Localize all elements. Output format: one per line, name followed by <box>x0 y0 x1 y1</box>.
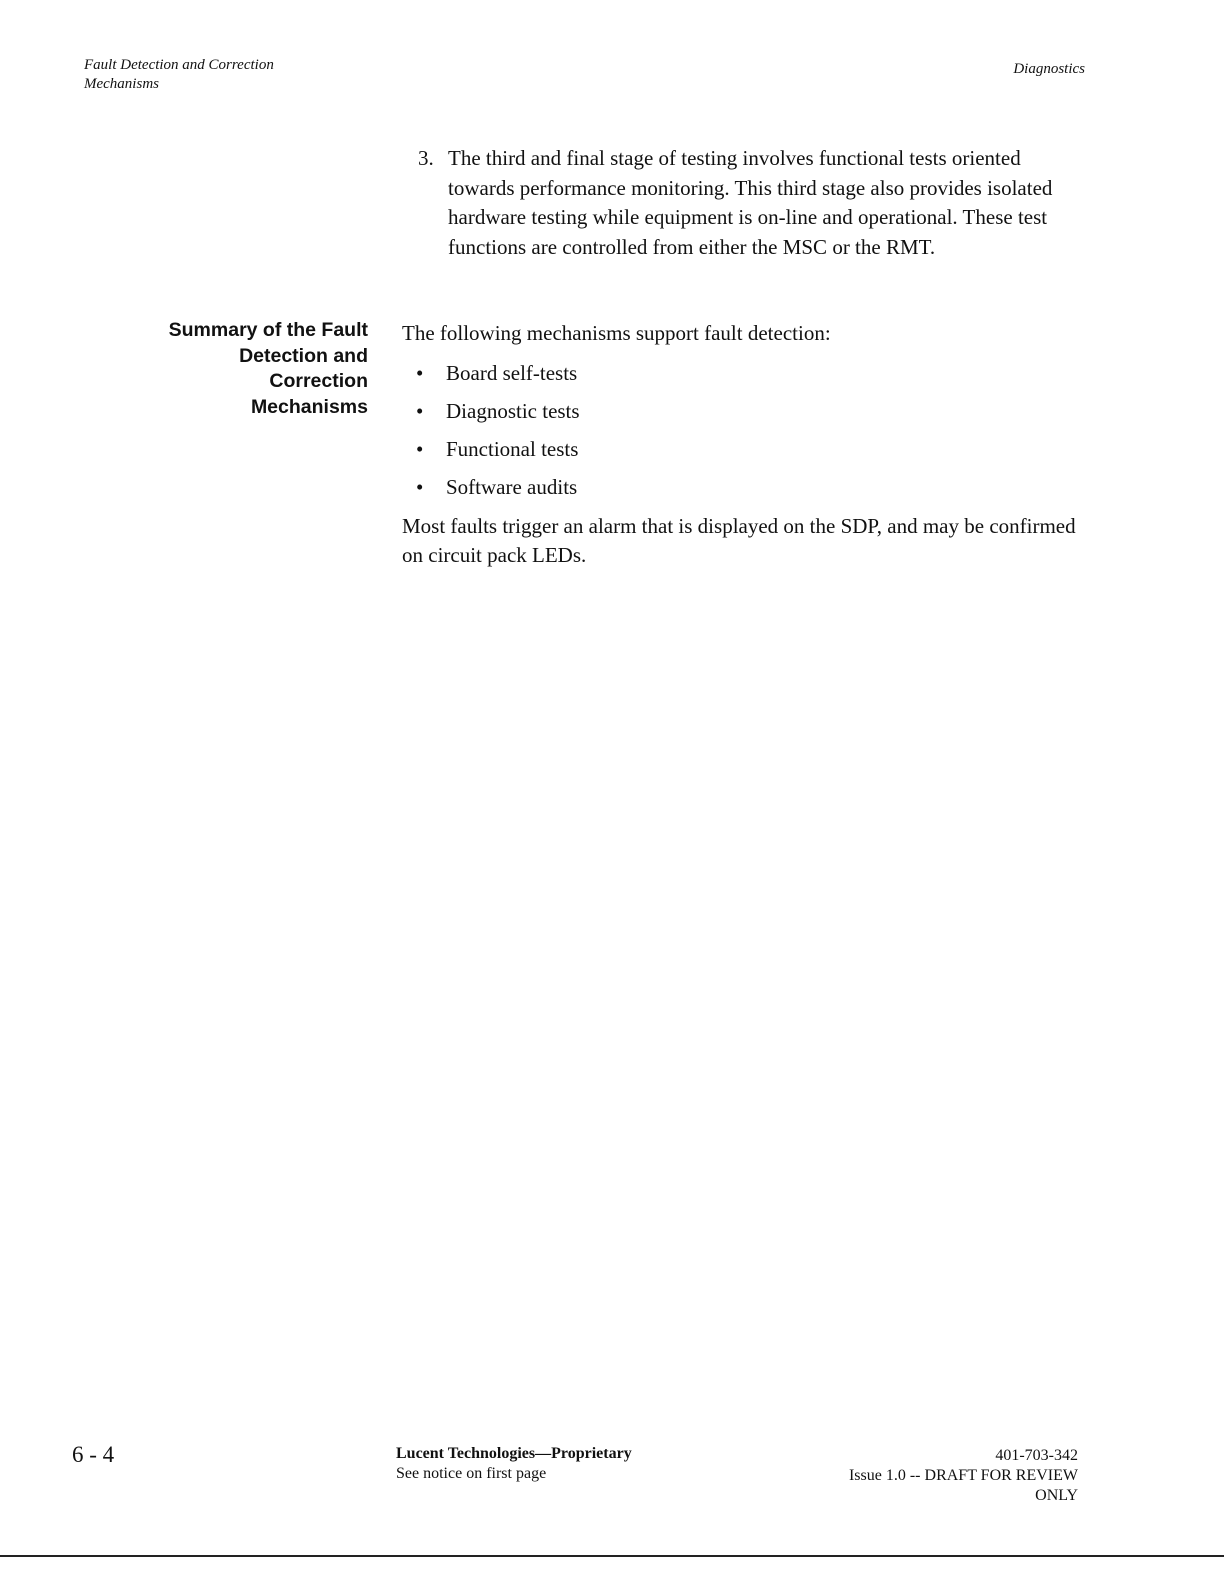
summary-closing-paragraph: Most faults trigger an alarm that is displayed on the SDP, and may be confirmed on circuit pack LEDs. <box>402 513 1076 567</box>
side-heading-line: Correction <box>269 370 368 392</box>
bullet-icon: • <box>416 360 424 385</box>
footer-document-info <box>778 1446 1078 1506</box>
issue-status: Issue 1.0 -- DRAFT FOR REVIEW <box>848 1467 1078 1484</box>
list-item <box>402 393 1092 431</box>
bullet-icon: • <box>416 398 424 423</box>
bottom-divider <box>0 1555 1224 1557</box>
footer-proprietary-notice <box>396 1444 632 1484</box>
header-section-line-2: Mechanisms <box>84 76 159 92</box>
side-heading-line: Mechanisms <box>250 395 368 418</box>
header-section-line-1: Fault Detection and Correction <box>84 57 274 73</box>
summary-section-body <box>402 319 1092 571</box>
list-item-text: Diagnostic tests <box>446 398 580 423</box>
step-text: The third and final stage of testing involves functional tests oriented towards performance monitoring. This third stage also provides isolated hardware testing while equipment is on-line and operational. These test functions are controlled from either the MSC or the RMT. <box>448 146 1053 259</box>
page-number: 6 - 4 <box>72 1442 115 1467</box>
list-item-text: Board self-tests <box>446 360 578 385</box>
document-number: 401-703-342 <box>995 1447 1078 1464</box>
list-item <box>402 431 1092 469</box>
bullet-icon: • <box>416 474 424 499</box>
proprietary-label: Lucent Technologies—Proprietary <box>396 1445 632 1462</box>
list-item-text: Functional tests <box>446 436 579 461</box>
side-heading-line: Detection and <box>239 344 368 367</box>
issue-status-continued: ONLY <box>1035 1487 1078 1504</box>
running-header-chapter: Diagnostics <box>1013 61 1085 77</box>
running-header-section <box>84 56 404 94</box>
numbered-step-3 <box>418 144 1082 262</box>
list-item-text: Software audits <box>446 474 578 499</box>
list-item <box>402 355 1092 393</box>
mechanism-list <box>402 355 1092 507</box>
bullet-icon: • <box>416 436 424 461</box>
section-side-heading <box>128 318 368 420</box>
step-number: 3. <box>418 146 434 170</box>
side-heading-line: Summary of the Fault <box>168 319 368 341</box>
notice-reference: See notice on first page <box>396 1465 547 1482</box>
list-item <box>402 469 1092 507</box>
summary-intro: The following mechanisms support fault detection: <box>402 321 831 345</box>
